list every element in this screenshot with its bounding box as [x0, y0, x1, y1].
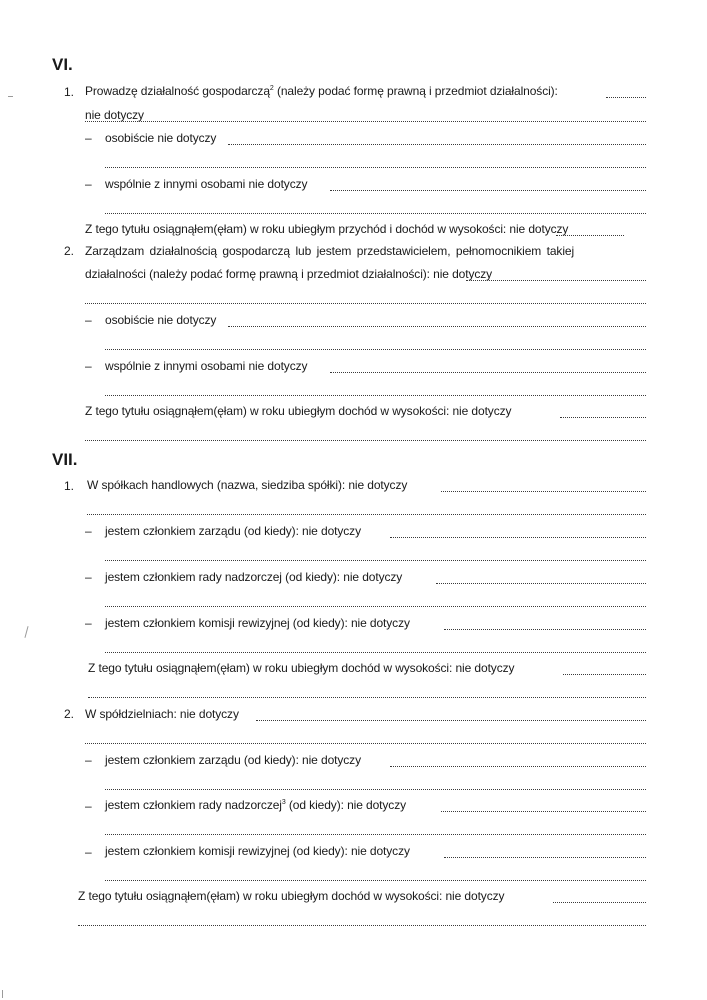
list-dash: –: [85, 177, 92, 191]
scan-mark: [24, 626, 28, 638]
answer-value: nie dotyczy: [350, 844, 410, 858]
dotted-line: [105, 213, 646, 214]
field-label: jestem członkiem zarządu (od kiedy): nie dotyczy: [105, 524, 361, 538]
dotted-line: [85, 743, 646, 744]
field-label: jestem członkiem komisji rewizyjnej (od kiedy): nie dotyczy: [105, 616, 410, 630]
field-label: wspólnie z innymi osobami nie dotyczy: [105, 177, 308, 191]
dotted-line: [256, 720, 646, 721]
field-label: jestem członkiem komisji rewizyjnej (od kiedy): nie dotyczy: [105, 844, 410, 858]
scan-mark: [8, 96, 13, 97]
dotted-line: [563, 674, 646, 675]
dotted-line: [105, 834, 646, 835]
income-statement: Z tego tytułu osiągnąłem(ęłam) w roku ubiegłym dochód w wysokości: nie dotyczy: [78, 889, 505, 903]
dotted-line: [606, 97, 646, 98]
income-statement: Z tego tytułu osiągnąłem(ęłam) w roku ubiegłym dochód w wysokości: nie dotyczy: [88, 661, 515, 675]
field-label: osobiście nie dotyczy: [105, 131, 217, 145]
dotted-line: [105, 880, 646, 881]
dotted-line: [105, 606, 646, 607]
item-number: 2.: [64, 244, 74, 258]
item-number: 1.: [64, 85, 74, 99]
answer-value: nie dotyczy: [348, 478, 408, 492]
field-label: jestem członkiem rady nadzorczej$^3$ (od kiedy): nie dotyczy: [105, 798, 406, 812]
dotted-line: [88, 697, 646, 698]
list-dash: –: [85, 845, 92, 859]
footnote-marker: 2: [269, 85, 274, 92]
dotted-line: [390, 766, 646, 767]
answer-value: nie dotyczy: [302, 524, 361, 538]
answer-value: nie dotyczy: [248, 177, 308, 191]
item-text: W spółdzielniach: nie dotyczy: [85, 707, 239, 721]
dotted-line: [85, 303, 646, 304]
answer-value: nie dotyczy: [157, 131, 217, 145]
dotted-line: [390, 537, 646, 538]
dotted-line: [85, 121, 646, 122]
dotted-line: [444, 629, 646, 630]
answer-value: nie dotyczy: [433, 267, 493, 281]
dotted-line: [560, 417, 646, 418]
item-text: W spółkach handlowych (nazwa, siedziba spółki): nie dotyczy: [87, 478, 408, 492]
list-dash: –: [85, 131, 92, 145]
item-number: 2.: [64, 707, 74, 721]
dotted-line: [228, 144, 646, 145]
answer-value: nie dotyczy: [452, 404, 512, 418]
dotted-line: [330, 190, 646, 191]
field-label: jestem członkiem zarządu (od kiedy): nie dotyczy: [105, 753, 361, 767]
dotted-line: [105, 789, 646, 790]
dotted-line: [466, 280, 646, 281]
answer-value: nie dotyczy: [85, 108, 144, 122]
income-statement: Z tego tytułu osiągnąłem(ęłam) w roku ubiegłym dochód w wysokości: nie dotyczy: [85, 404, 512, 418]
dotted-line: [444, 857, 646, 858]
dotted-line: [78, 925, 646, 926]
answer-value: nie dotyczy: [347, 798, 406, 812]
answer-value: nie dotyczy: [445, 889, 505, 903]
answer-value: nie dotyczy: [179, 707, 239, 721]
list-dash: –: [85, 753, 92, 767]
list-dash: –: [85, 799, 92, 813]
section-heading-vii: VII.: [52, 450, 78, 469]
section-heading-vi: VI.: [52, 55, 73, 74]
item-number: 1.: [64, 479, 74, 493]
item-text: Zarządzam działalnością gospodarczą lub jestem przedstawicielem, pełnomocnikiem takiej: [85, 244, 575, 258]
dotted-line: [87, 514, 646, 515]
item-text: działalności (należy podać formę prawną i przedmiot działalności): nie dotyczy: [85, 267, 493, 281]
footnote-marker: 3: [281, 799, 286, 806]
field-label: wspólnie z innymi osobami nie dotyczy: [105, 359, 308, 373]
dotted-line: [436, 583, 646, 584]
field-label: jestem członkiem rady nadzorczej (od kiedy): nie dotyczy: [105, 570, 403, 584]
income-statement: Z tego tytułu osiągnąłem(ęłam) w roku ubiegłym przychód i dochód w wysokości: nie dotyczy: [85, 222, 569, 236]
list-dash: –: [85, 570, 92, 584]
dotted-line: [85, 440, 646, 441]
dotted-line: [330, 372, 646, 373]
answer-value: nie dotyczy: [302, 753, 361, 767]
dotted-line: [441, 811, 646, 812]
dotted-line: [105, 652, 646, 653]
dotted-line: [441, 491, 646, 492]
list-dash: –: [85, 313, 92, 327]
answer-value: nie dotyczy: [455, 661, 515, 675]
answer-value: nie dotyczy: [350, 616, 410, 630]
dotted-line: [228, 326, 646, 327]
answer-value: nie dotyczy: [509, 222, 569, 236]
answer-value: nie dotyczy: [343, 570, 403, 584]
list-dash: –: [85, 359, 92, 373]
dotted-line: [556, 235, 624, 236]
dotted-line: [105, 560, 646, 561]
answer-value: nie dotyczy: [157, 313, 217, 327]
list-dash: –: [85, 616, 92, 630]
dotted-line: [553, 902, 646, 903]
field-label: osobiście nie dotyczy: [105, 313, 217, 327]
dotted-line: [105, 167, 646, 168]
dotted-line: [105, 349, 646, 350]
item-text: Prowadzę działalność gospodarczą$^2$ (należy podać formę prawną i przedmiot działalności):: [85, 84, 558, 98]
list-dash: –: [85, 524, 92, 538]
dotted-line: [105, 395, 646, 396]
answer-value: nie dotyczy: [248, 359, 308, 373]
scan-mark: [2, 990, 3, 998]
